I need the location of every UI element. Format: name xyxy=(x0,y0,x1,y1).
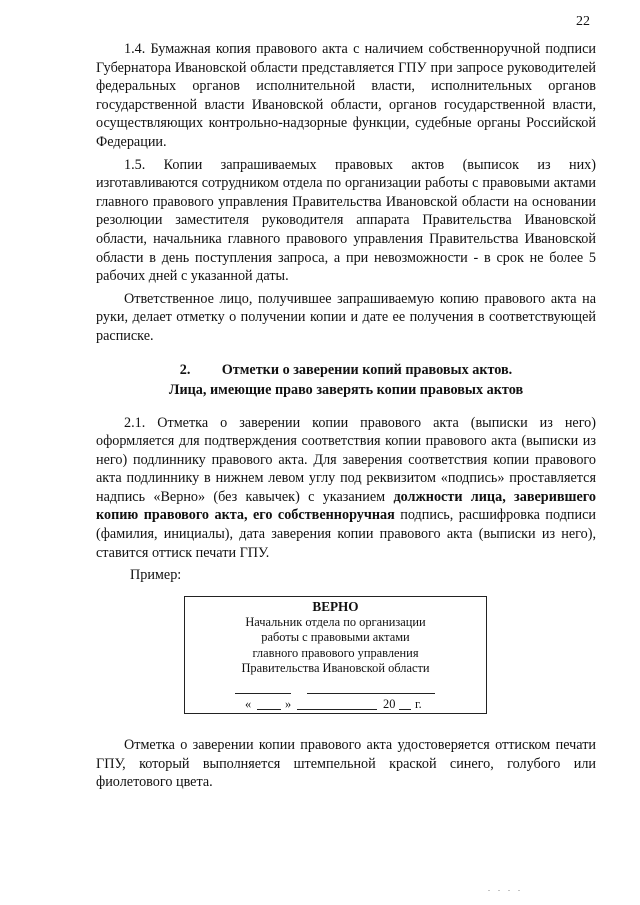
paragraph-1-4: 1.4. Бумажная копия правового акта с наличием собственноручной подписи Губернатора Ивановской области представляется ГПУ при запросе руководителей федеральных органов исполнительной власти, исполнительных органов государственной власти Ивановской области, органов государственной власти, осуществляющих контрольно-надзорные функции, судебные органы Российской Федерации. xyxy=(96,41,596,150)
date-year-blank xyxy=(399,709,411,710)
paragraph-1-5: 1.5. Копии запрашиваемых правовых актов (выписок из них) изготавливаются сотрудником отдела по организации работы с правовыми актами главного правового управления Правительства Ивановской области на основании резолюции заместителя руководителя аппарата Правительства Ивановской области, начальника главного правового управления Правительства Ивановской области в день поступления запроса, а при невозможности - в срок не более 5 рабочих дней с указанной даты. xyxy=(96,156,596,285)
section-2-number: 2. xyxy=(179,361,191,378)
closing-section xyxy=(96,736,596,792)
example-label: Пример: xyxy=(130,567,182,584)
paragraph-responsible-person: Ответственное лицо, получившее запрашиваемую копию правового акта на руки, делает отметку о получении копии и дате ее получения в соответствующей расписке. xyxy=(96,290,596,344)
section-2-title-text: Отметки о заверении копий правовых актов. xyxy=(221,361,513,378)
stamp-position-line4: Правительства Ивановской области xyxy=(241,661,430,676)
signature-line xyxy=(235,693,291,694)
paragraph-2-1-start: 2.1. Отметка о заверении копии правового акта (выписки из него) оформляется для подтверждения соответствия копии правового акта (выписки из него) подлиннику правового акта. Для заверения соответствия копии правового акта подлиннику в нижнем левом углу под реквизитом «подпись» проставляется надпись «Верно» (без кавычек) с указанием xyxy=(96,414,596,505)
stamp-position-line1: Начальник отдела по организации xyxy=(245,614,426,629)
paragraph-2-1-bold: должности лица, заверившего копию правового акта, его собственноручная xyxy=(96,488,596,524)
paragraph-closing: Отметка о заверении копии правового акта удостоверяется оттиском печати ГПУ, который выполняется штемпельной краской синего, голубого или фиолетового цвета. xyxy=(96,737,596,791)
page-number: 22 xyxy=(576,14,590,29)
stamp-position-line2: работы с правовыми актами xyxy=(261,630,410,645)
document-body xyxy=(96,40,596,585)
date-quote-open: « xyxy=(245,697,252,711)
date-quote-close: » xyxy=(285,697,292,711)
section-2-title-line1 xyxy=(96,360,596,380)
paragraph-2-1-end: подпись, расшифровка подписи (фамилия, инициалы), дата заверения копии правового акта (выписки из него), ставится оттиск печати ГПУ. xyxy=(96,507,596,561)
scan-artifact-dots: . . . . xyxy=(488,884,523,893)
stamp-title: ВЕРНО xyxy=(312,599,359,614)
signature-name-line xyxy=(307,693,435,694)
date-day-blank xyxy=(257,709,281,710)
date-year-prefix: 20 xyxy=(383,697,396,711)
paragraph-2-1 xyxy=(96,414,596,563)
section-2-heading xyxy=(96,360,596,400)
date-month-blank xyxy=(297,709,377,710)
certification-stamp-example xyxy=(184,596,487,714)
section-2-title-line2: Лица, имеющие право заверять копии правовых актов xyxy=(168,381,524,398)
date-year-suffix: г. xyxy=(415,697,422,711)
stamp-position-line3: главного правового управления xyxy=(252,645,419,660)
